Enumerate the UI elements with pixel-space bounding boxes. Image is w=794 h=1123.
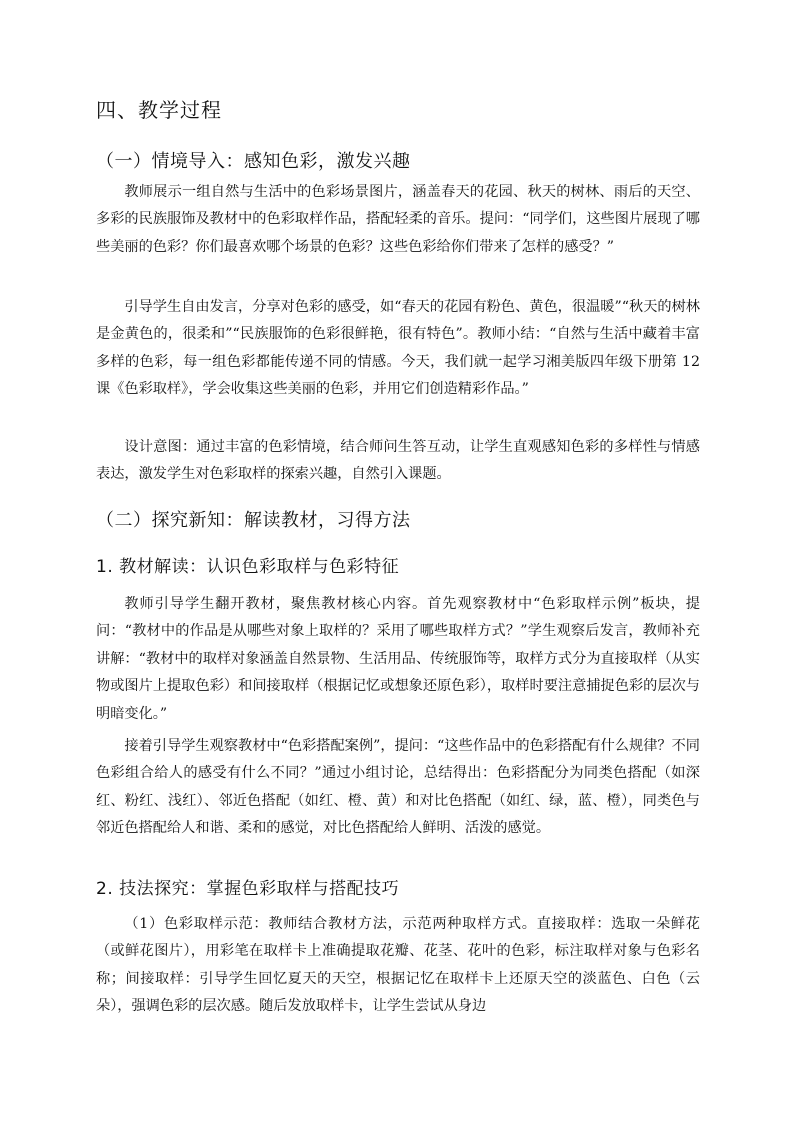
section-title: 四、教学过程 <box>96 98 222 122</box>
part2-heading: （二）探究新知：解读教材，习得方法 <box>96 510 411 531</box>
part1-heading: （一）情境导入：感知色彩，激发兴趣 <box>96 151 411 172</box>
part2-sub2-heading: 2. 技法探究：掌握色彩取样与搭配技巧 <box>96 879 400 899</box>
part2-sub1-paragraph-2: 接着引导学生观察教材中“色彩搭配案例”，提问：“这些作品中的色彩搭配有什么规律？不同色彩组合给人的感受有什么不同？”通过小组讨论，总结得出：色彩搭配分为同类色搭配（如深红、粉红、浅红）、邻近色搭配（如红、橙、黄）和对比色搭配（如红、绿，蓝、橙），同类色与邻近色搭配给人和谐、柔和的感觉，对比色搭配给人鲜明、活泼的感觉。 <box>96 738 700 837</box>
part2-sub2-paragraph-1: （1）色彩取样示范：教师结合教材方法，示范两种取样方式。直接取样：选取一朵鲜花（或鲜花图片），用彩笔在取样卡上准确提取花瓣、花茎、花叶的色彩，标注取样对象与色彩名称；间接取样：引导学生回忆夏天的天空，根据记忆在取样卡上还原天空的淡蓝色、白色（云朵），强调色彩的层次感。随后发放取样卡，让学生尝试从身边 <box>96 916 700 1015</box>
part1-paragraph-3: 设计意图：通过丰富的色彩情境，结合师问生答互动，让学生直观感知色彩的多样性与情感表达，激发学生对色彩取样的探索兴趣，自然引入课题。 <box>96 439 700 483</box>
part2-sub1-paragraph-1: 教师引导学生翻开教材，聚焦教材核心内容。首先观察教材中“色彩取样示例”板块，提问：“教材中的作品是从哪些对象上取样的？采用了哪些取样方式？”学生观察后发言，教师补充讲解：“教材中的取样对象涵盖自然景物、生活用品、传统服饰等，取样方式分为直接取样（从实物或图片上提取色彩）和间接取样（根据记忆或想象还原色彩），取样时要注意捕捉色彩的层次与明暗变化。” <box>96 596 700 722</box>
part2-sub1-heading: 1. 教材解读：认识色彩取样与色彩特征 <box>96 557 400 577</box>
part1-paragraph-2: 引导学生自由发言，分享对色彩的感受，如“春天的花园有粉色、黄色，很温暖”“秋天的树林是金黄色的，很柔和”“民族服饰的色彩很鲜艳，很有特色”。教师小结：“自然与生活中藏着丰富多样的色彩，每一组色彩都能传递不同的情感。今天，我们就一起学习湘美版四年级下册第 12 课《色彩取样》，学会收集这些美丽的色彩，并用它们创造精彩作品。” <box>96 299 700 398</box>
part1-paragraph-1: 教师展示一组自然与生活中的色彩场景图片，涵盖春天的花园、秋天的树林、雨后的天空、多彩的民族服饰及教材中的色彩取样作品，搭配轻柔的音乐。提问：“同学们，这些图片展现了哪些美丽的色彩？你们最喜欢哪个场景的色彩？这些色彩给你们带来了怎样的感受？” <box>96 184 700 255</box>
